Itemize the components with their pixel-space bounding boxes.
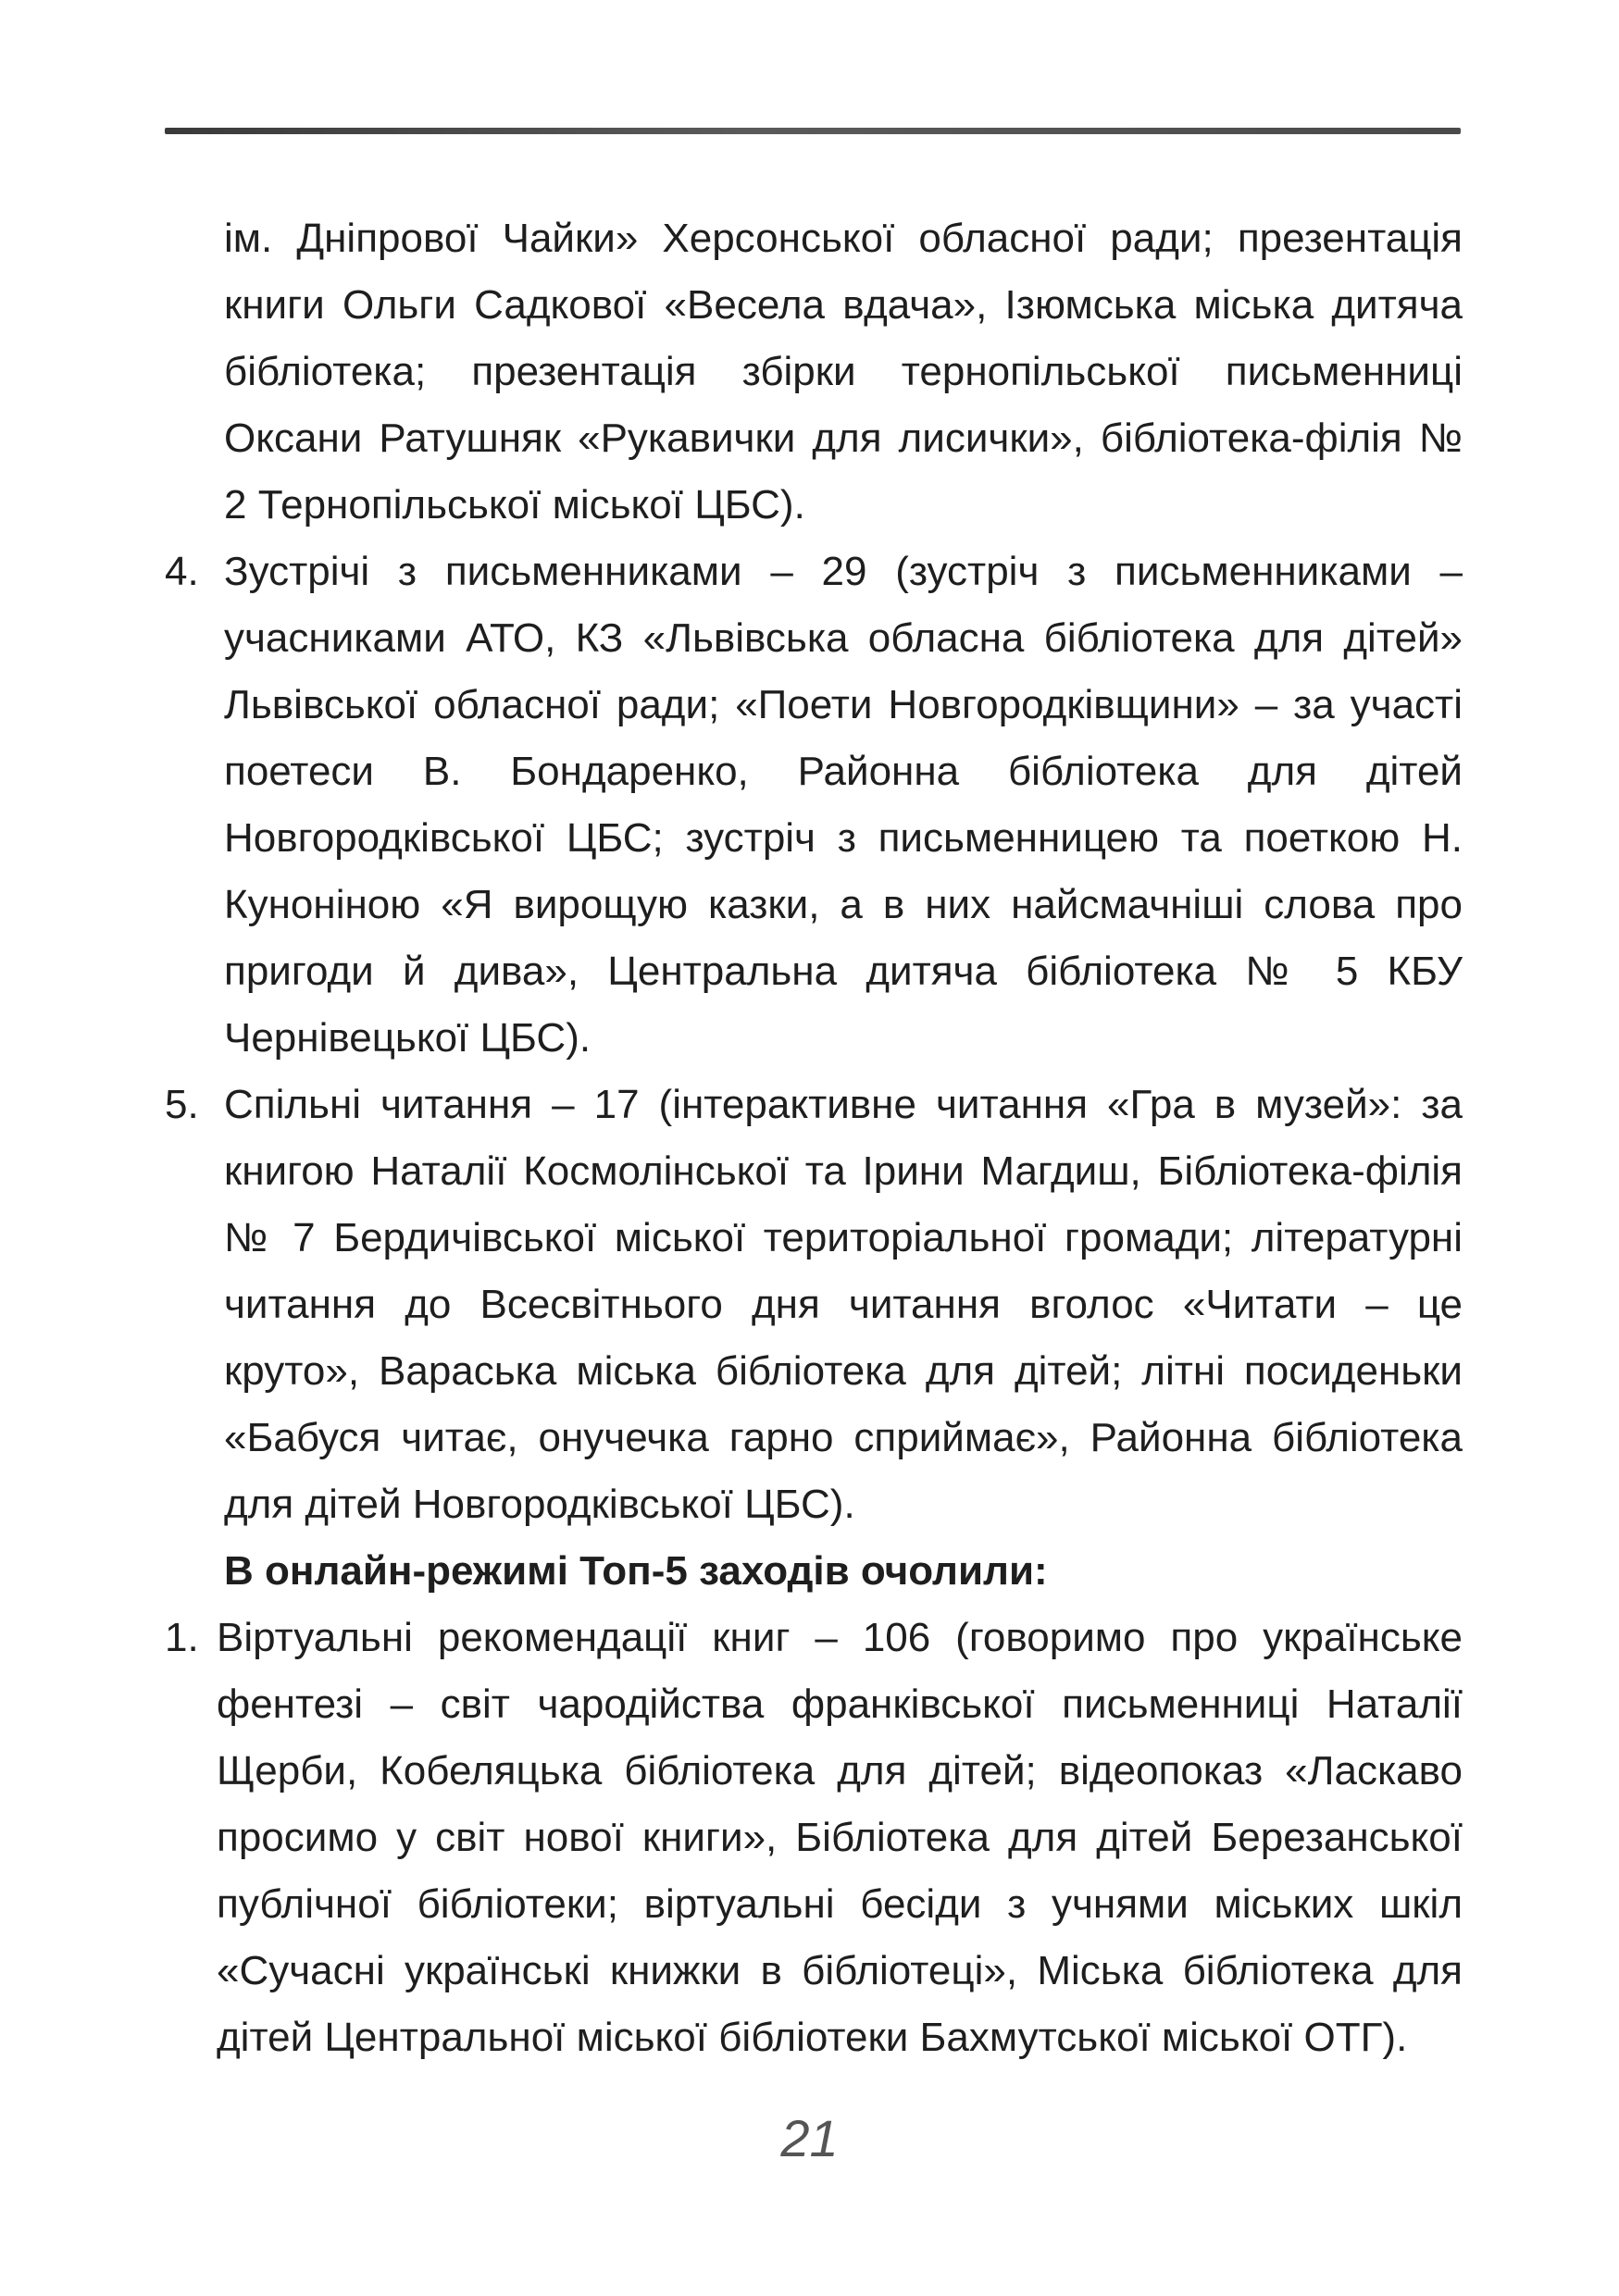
- page-body: [165, 205, 1463, 2071]
- list-item-number: 5.: [165, 1082, 199, 1127]
- list-item-4: [165, 539, 1463, 1072]
- list-item-number: 4.: [165, 549, 199, 594]
- list-item-text: Спільні читання – 17 (інтерактивне читання «Гра в музей»: за книгою Наталії Космолінської та Ірини Магдиш, Бібліотека-філія № 7 Бердичівської міської територіальної громади; літературні читання до Всесвітнього дня читання вголос «Читати – це круто», Вараська міська бібліотека для дітей; літні посиденьки «Бабуся читає, онучечка гарно сприймає», Районна бібліотека для дітей Новгородківської ЦБС).: [224, 1082, 1463, 1527]
- list-item-text: Зустрічі з письменниками – 29 (зустріч з письменниками – учасниками АТО, КЗ «Львівська обласна бібліотека для дітей» Львівської обласної ради; «Поети Новгородківщини» – за участі поетеси В. Бондаренко, Районна бібліотека для дітей Новгородківської ЦБС; зустріч з письменницею та поеткою Н. Кунонiною «Я вирощую казки, а в них найсмачніші слова про пригоди й дива», Центральна дитяча бібліотека № 5 КБУ Чернівецької ЦБС).: [224, 549, 1463, 1061]
- online-list-item-1: [165, 1605, 1463, 2071]
- list-item-number: 1.: [165, 1615, 199, 1660]
- header-rule: [165, 128, 1461, 134]
- list-item-5: [165, 1072, 1463, 1538]
- continuation-paragraph: ім. Дніпрової Чайки» Херсонської обласної ради; презентація книги Ольги Садкової «Весела вдача», Ізюмська міська дитяча бібліотека; презентація збірки тернопільської письменниці Оксани Ратушняк «Рукавички для лисички», бібліотека-філія № 2 Тернопільської міської ЦБС).: [224, 216, 1463, 527]
- online-heading: В онлайн-режимі Топ-5 заходів очолили:: [224, 1548, 1048, 1594]
- page-number: 21: [780, 2109, 839, 2167]
- list-item-text: Віртуальні рекомендації книг – 106 (говоримо про українське фентезі – світ чародійства франківської письменниці Наталії Щерби, Кобеляцька бібліотека для дітей; відеопоказ «Ласкаво просимо у світ нової книги», Бібліотека для дітей Березанської публічної бібліотеки; віртуальні бесіди з учнями міських шкіл «Сучасні українські книжки в бібліотеці», Міська бібліотека для дітей Центральної міської бібліотеки Бахмутської міської ОТГ).: [217, 1615, 1463, 2060]
